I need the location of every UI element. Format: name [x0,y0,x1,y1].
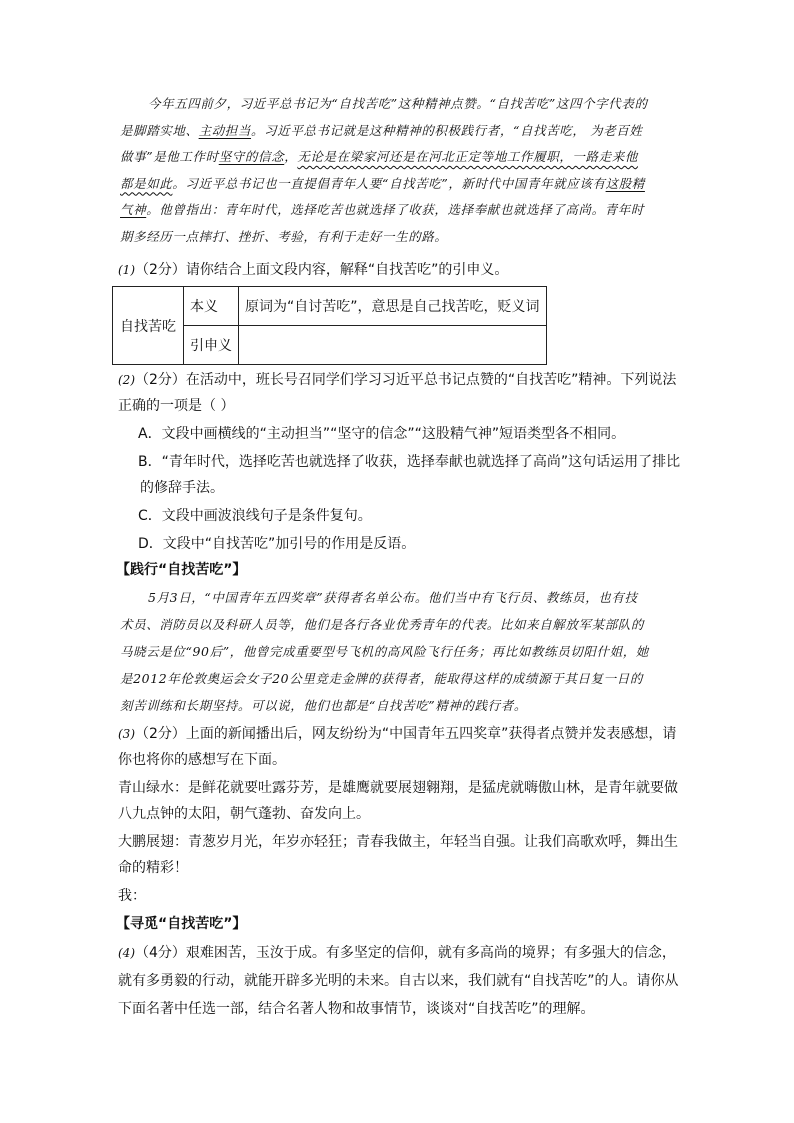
section-heading-practice: 【践行“自找苦吃”】 [116,562,247,578]
row-label-benyi: 本义 [184,287,239,326]
passage-line: 期多经历一点摔打、挫折、考验，有利于走好一生的路。 [120,228,448,244]
question-number: (3) [118,727,135,741]
passage-line: 都是如此。习近平总书记也一直提倡青年人要“自找苦吃”，新时代中国青年就应该有这股精 [120,175,645,191]
underlined-phrase-jingqishen: 这股精 [605,175,645,191]
answer-blank-yinshenyi[interactable] [239,326,547,365]
wavy-underlined-sentence: 无论是在梁家河还是在河北正定等地工作履职，一路走来他 [297,149,638,164]
passage-line: 术员、消防员以及科研人员等，他们是各行各业优秀青年的代表。比如来自解放军某部队的 [120,617,645,632]
passage-line: 马晓云是位“90后”，他曾完成重要型号飞机的高风险飞行任务；再比如教练员切阳什姐，她 [120,644,649,659]
passage-line: 气神。他曾指出：青年时代，选择吃苦也就选择了收获，选择奉献也就选择了高尚。青年时 [120,202,645,217]
answer-table [112,286,547,365]
question-2: (2)（2分）在活动中，班长号召同学们学习习近平总书记点赞的“自找苦吃”精神。下列说法 正确的一项是（ ） A．文段中画横线的“主动担当”“坚守的信念”“这股精气神”短语类型各不相同。 B．“青年时代，选择吃苦也就选择了收获，选择奉献也就选择了高尚”这句话运用了排比 的修辞手法。 C．文段中画波浪线句子是条件复句。 D．文段中“自找苦吃”加引号的作用是反语。 [118,367,678,557]
passage-line: 今年五四前夕，习近平总书记为“自找苦吃”这种精神点赞。“自找苦吃”这四个字代表的 [148,96,648,111]
netizen-comment-qingshan: 青山绿水：是鲜花就要吐露芬芳，是雄鹰就要展翅翱翔，是猛虎就嗨傲山林，是青年就要做 [118,780,678,796]
passage-line: 是2012年伦敦奥运会女子20公里竞走金牌的获得者，能取得这样的成绩源于其日复一日的 [120,671,643,686]
wavy-underlined-sentence-end: 都是如此 [120,175,173,191]
option-a[interactable]: A．文段中画横线的“主动担当”“坚守的信念”“这股精气神”短语类型各不相同。 [138,426,626,442]
question-3: (3)（2分）上面的新闻播出后，网友纷纷为“中国青年五四奖章”获得者点赞并发表感想，请 你也将你的感想写在下面。 青山绿水：是鲜花就要吐露芬芳，是雄鹰就要展翅翱翔，是猛虎就嗨傲山林，是青年就要做 八九点钟的太阳，朝气蓬勃、奋发向上。 大鹏展翅：青葱岁月光，年岁亦轻狂；青春我做主，年轻当自强。让我们高歌欢呼，舞出生 命的精彩！ 我： [118,721,678,909]
question-number: (2) [118,373,135,387]
passage-line: 是脚踏实地、主动担当。习近平总书记就是这种精神的积极践行者，“自找苦吃， 为老百姓 [120,122,643,138]
answer-bracket[interactable]: 正确的一项是（ ） [118,398,235,414]
option-b[interactable]: B．“青年时代，选择吃苦也就选择了收获，选择奉献也就选择了高尚”这句话运用了排比 [138,454,681,470]
question-text: （2分）请你结合上面文段内容，解释“自找苦吃”的引申义。 [135,262,509,278]
netizen-comment-dapeng: 大鹏展翅：青葱岁月光，年岁亦轻狂；青春我做主，年轻当自强。让我们高歌欢呼，舞出生 [118,834,678,850]
row-label-yinshenyi: 引申义 [184,326,239,365]
underlined-phrase-jianshou: 坚守的信念 [218,149,285,164]
question-number: (1) [118,263,135,277]
option-d[interactable]: D．文段中“自找苦吃”加引号的作用是反语。 [138,536,416,552]
passage-line: 做事”是他工作时坚守的信念，无论是在梁家河还是在河北正定等地工作履职，一路走来他 [120,149,638,164]
underlined-phrase-jingqishen-end: 气神 [120,202,147,217]
question-4: (4)（4分）艰难困苦，玉汝于成。有多坚定的信仰，就有多高尚的境界；有多强大的信念， 就有多勇毅的行动，就能开辟多光明的未来。自古以来，我们就有“自找苦吃”的人。请你从 下面名著中任选一部，结合名著人物和故事情节，谈谈对“自找苦吃”的理解。 [118,945,679,1017]
passage-one [120,91,675,250]
passage-line: 刻苦训练和长期坚持。可以说，他们也都是“自找苦吃”精神的践行者。 [120,698,527,713]
term-cell: 自找苦吃 [113,287,184,365]
my-comment-blank[interactable]: 我： [118,888,146,904]
option-b-continued: 的修辞手法。 [140,480,224,496]
passage-line: 5月3日，“中国青年五四奖章”获得者名单公布。他们当中有飞行员、教练员，也有技 [148,590,638,605]
section-heading-seek: 【寻觅“自找苦吃”】 [116,916,247,932]
question-number: (4) [118,946,135,960]
row-value-benyi: 原词为“自讨苦吃”，意思是自己找苦吃，贬义词 [239,287,547,326]
passage-two [120,584,675,719]
question-1 [118,257,678,283]
option-c[interactable]: C．文段中画波浪线句子是条件复句。 [138,508,372,524]
underlined-phrase-zhudongdandang: 主动担当 [198,122,252,138]
